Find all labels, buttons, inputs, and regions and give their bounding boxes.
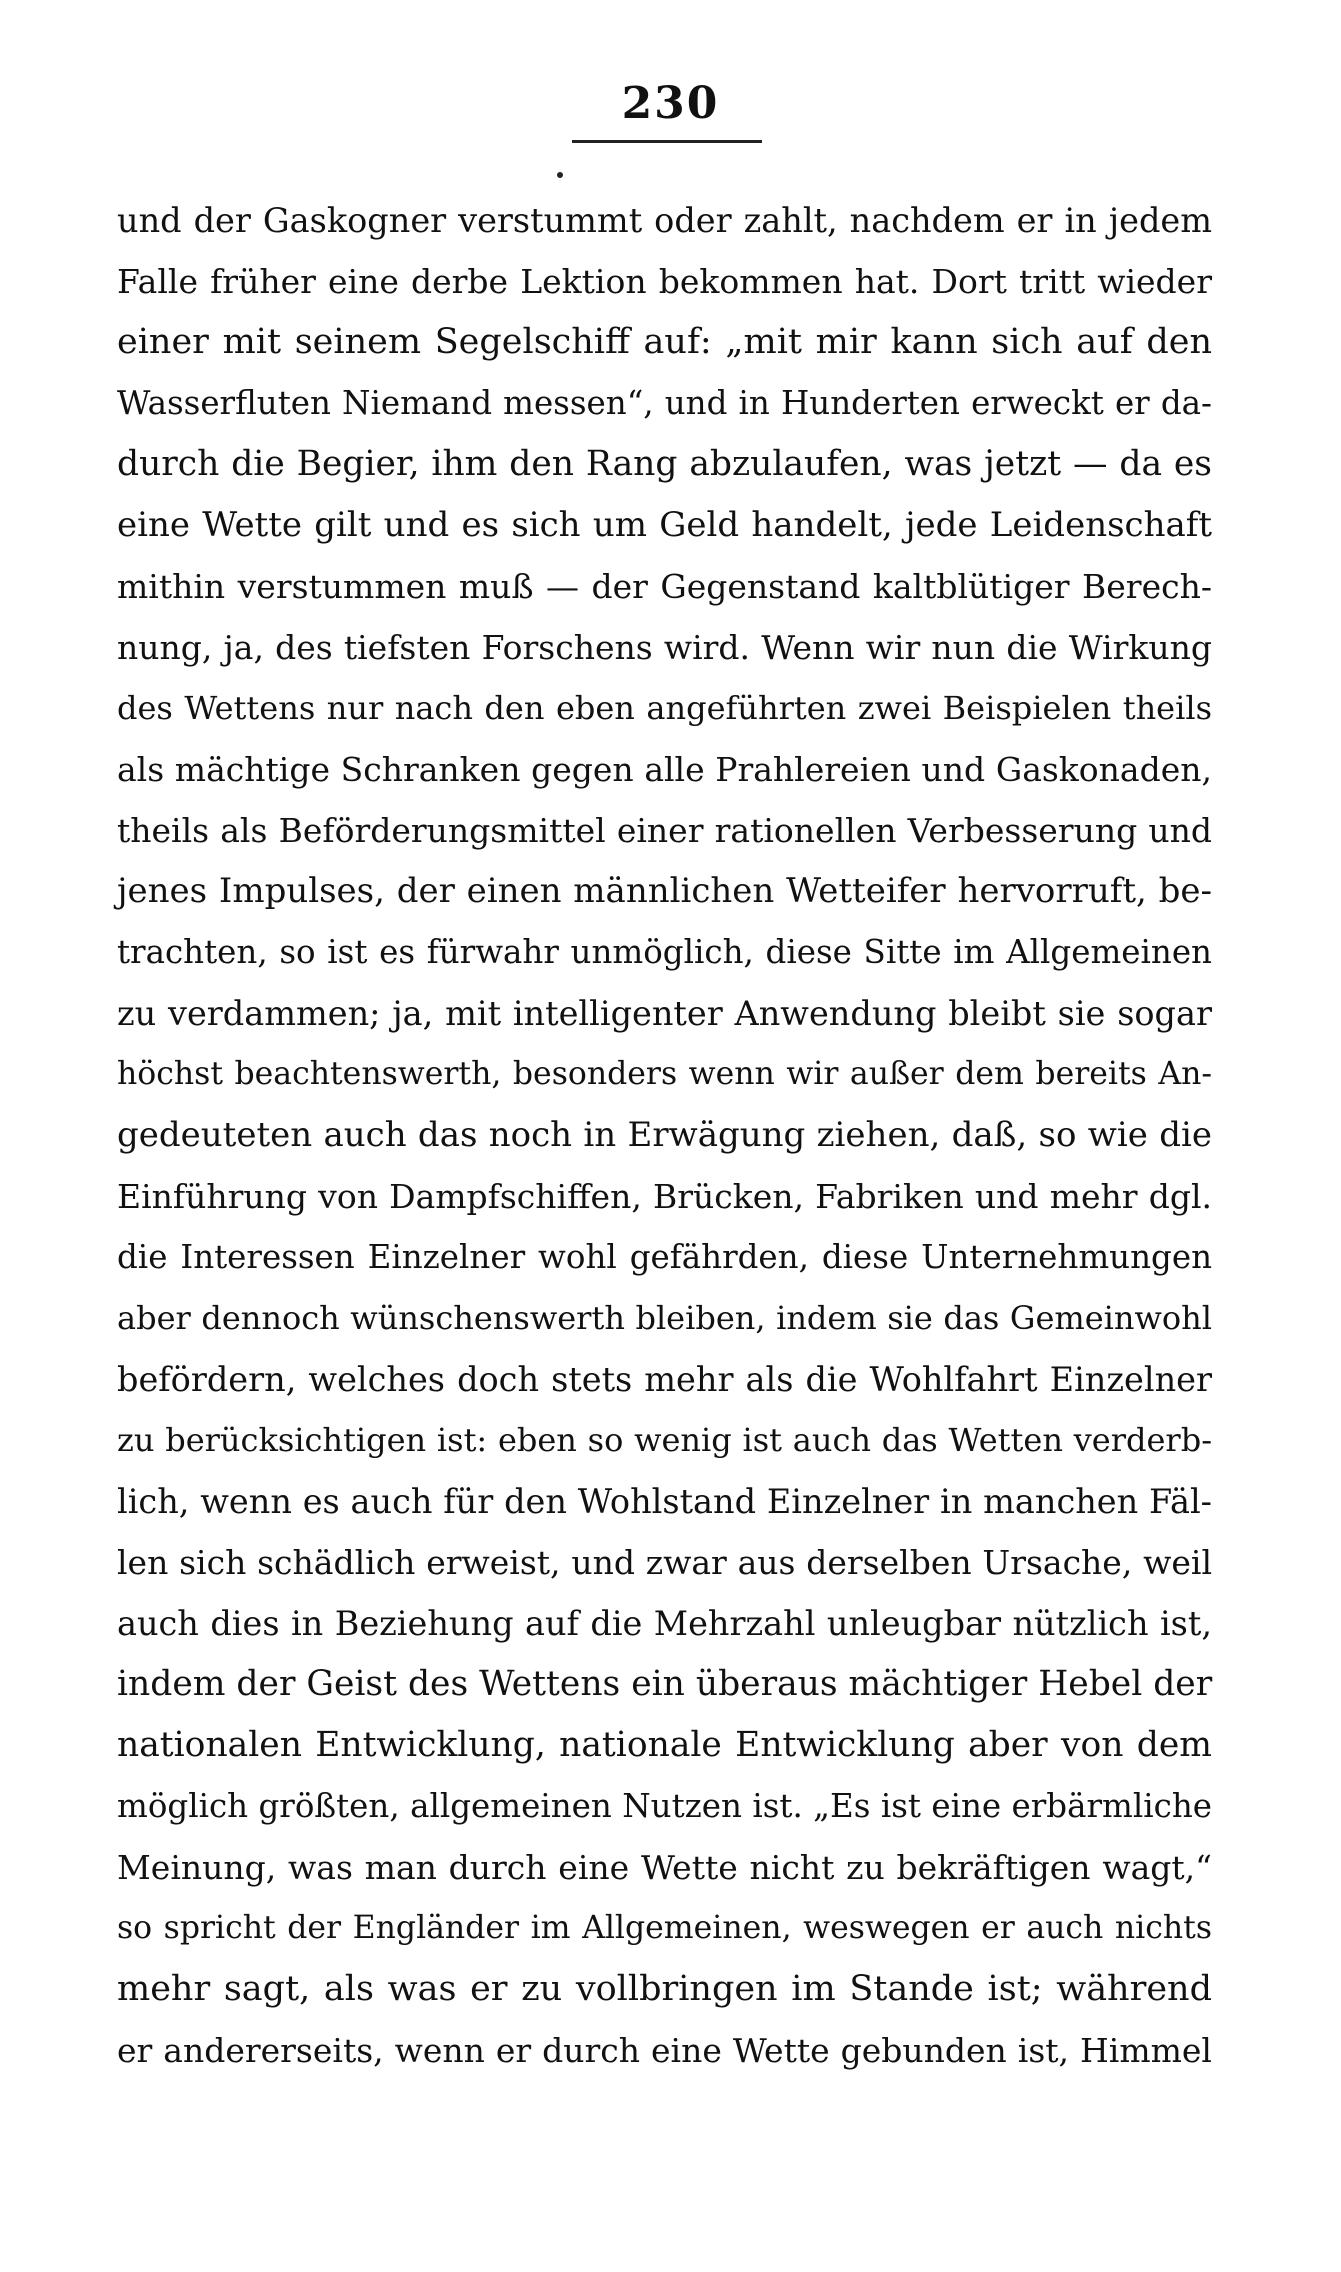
text-line: eine Wette gilt und es sich um Geld handelt, jede Leidenschaft	[117, 505, 1212, 545]
text-line: durch die Begier, ihm den Rang abzulaufen, was jetzt — da es	[117, 444, 1212, 484]
text-line: die Interessen Einzelner wohl gefährden, diese Unternehmungen	[117, 1238, 1212, 1276]
text-line: nationalen Entwicklung, nationale Entwicklung aber von dem	[117, 1725, 1212, 1765]
ink-dot	[557, 172, 563, 178]
text-line: Falle früher eine derbe Lektion bekommen hat. Dort tritt wieder	[117, 262, 1212, 301]
text-line: möglich größten, allgemeinen Nutzen ist. „Es ist eine erbärmliche	[117, 1787, 1212, 1825]
text-line: höchst beachtenswerth, besonders wenn wir außer dem bereits An-	[117, 1056, 1212, 1092]
text-line: mithin verstummen muß — der Gegenstand kaltblütiger Berech-	[117, 567, 1212, 606]
text-line: als mächtige Schranken gegen alle Prahlereien und Gaskonaden,	[117, 750, 1212, 789]
text-line: auch dies in Beziehung auf die Mehrzahl unleugbar nützlich ist,	[117, 1604, 1212, 1643]
text-line: jenes Impulses, der einen männlichen Wetteifer hervorruft, be-	[117, 871, 1212, 911]
text-line: befördern, welches doch stets mehr als die Wohlfahrt Einzelner	[117, 1360, 1212, 1399]
text-line: er andererseits, wenn er durch eine Wette gebunden ist, Himmel	[117, 2031, 1212, 2070]
text-line: gedeuteten auch das noch in Erwägung ziehen, daß, so wie die	[117, 1115, 1212, 1155]
text-line: Wasserfluten Niemand messen“, und in Hunderten erweckt er da-	[117, 384, 1212, 422]
text-line: und der Gaskogner verstummt oder zahlt, nachdem er in jedem	[117, 201, 1212, 240]
text-line: theils als Beförderungsmittel einer rationellen Verbesserung und	[117, 811, 1212, 850]
text-line: einer mit seinem Segelschiff auf: „mit mir kann sich auf den	[117, 322, 1212, 362]
text-line: len sich schädlich erweist, und zwar aus derselben Ursache, weil	[117, 1543, 1212, 1582]
page-number: 230	[621, 78, 720, 129]
text-line: zu berücksichtigen ist: eben so wenig ist auch das Wetten verderb-	[117, 1421, 1212, 1459]
text-line: so spricht der Engländer im Allgemeinen, weswegen er auch nichts	[117, 1910, 1212, 1946]
text-line: mehr sagt, als was er zu vollbringen im Stande ist; während	[117, 1969, 1212, 2009]
text-line: des Wettens nur nach den eben angeführten zwei Beispielen theils	[117, 689, 1212, 727]
text-line: Meinung, was man durch eine Wette nicht zu bekräftigen wagt,“	[117, 1848, 1212, 1887]
text-line: Einführung von Dampfschiffen, Brücken, Fabriken und mehr dgl.	[117, 1177, 1212, 1216]
text-line: nung, ja, des tiefsten Forschens wird. Wenn wir nun die Wirkung	[117, 628, 1212, 667]
text-line: lich, wenn es auch für den Wohlstand Einzelner in manchen Fäl-	[117, 1482, 1212, 1521]
text-line: indem der Geist des Wettens ein überaus mächtiger Hebel der	[117, 1664, 1213, 1704]
text-line: trachten, so ist es fürwahr unmöglich, diese Sitte im Allgemeinen	[117, 933, 1212, 971]
body-text	[117, 190, 1212, 2081]
page-number-rule	[572, 140, 762, 143]
text-line: zu verdammen; ja, mit intelligenter Anwendung bleibt sie sogar	[117, 994, 1212, 1033]
text-line: aber dennoch wünschenswerth bleiben, indem sie das Gemeinwohl	[117, 1299, 1212, 1337]
